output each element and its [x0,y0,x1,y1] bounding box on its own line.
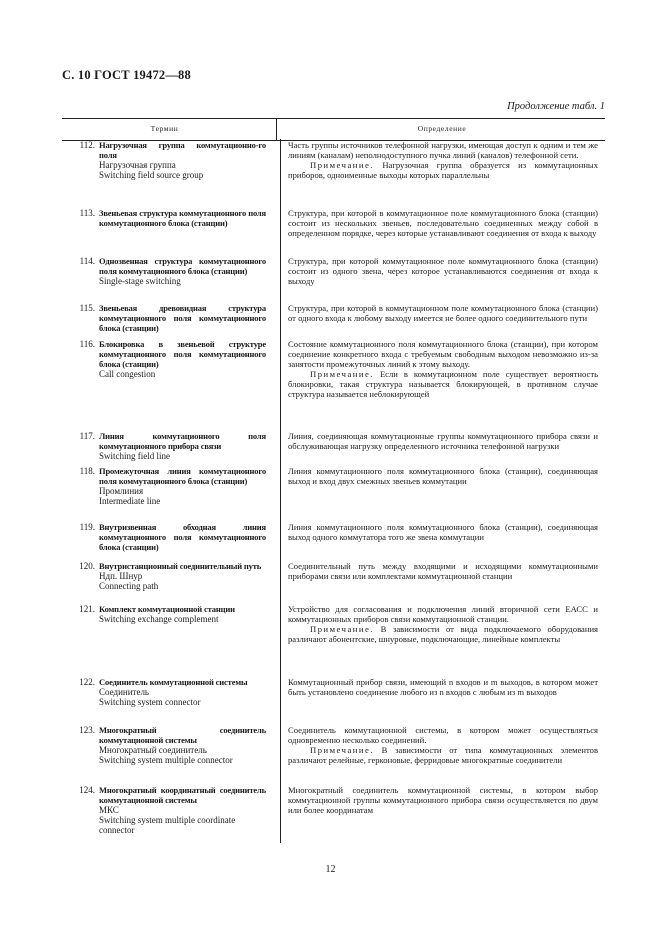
definition-text: Соединительный путь между входящими и исходящими коммутационными приборами связи или комплектами коммутационной станции [288,561,598,582]
definition-cell [288,466,598,486]
term-cell [70,725,266,765]
term-number: 117. [79,431,95,441]
definition-cell [288,604,598,644]
term-synonym: Single-stage switching [99,276,181,287]
column-header-term: Термин [150,124,179,133]
term-title: Соединитель коммутационной системы [99,677,248,687]
table-continuation-label: Продолжение табл. 1 [507,101,605,112]
term-synonym: Нагрузочная группа [99,160,176,171]
term-cell [70,604,266,624]
term-number: 115. [79,303,95,313]
note-label: Примечание. [310,369,374,380]
term-synonym: Call congestion [99,369,156,380]
term-number: 119. [79,522,95,532]
definition-text: Устройство для согласования и подключения линий вторичной сети ЕАСС и коммутационных приборов связи коммутационной станции. [288,604,598,625]
definition-text: Структура, при которой коммутационное поле коммутационного блока (станции) состоит из одного звена, через которое устанавливаются соединения от входа к выходу [288,256,598,287]
definition-note [288,160,598,180]
definition-note [288,745,598,765]
definition-text: Линия коммутационного поля коммутационного блока (станции), соединяющая выход одного коммутатора того же звена коммутации [288,522,598,543]
term-synonym: Intermediate line [99,496,161,507]
term-synonym: Connecting path [99,581,159,592]
note-label: Примечание. [310,160,374,171]
term-number: 124. [79,785,95,795]
term-title: Линия коммутационного поля коммутационного прибора связи [99,431,266,452]
note-label: Примечание. [310,745,374,756]
term-number: 122. [79,677,95,687]
page-header: С. 10 ГОСТ 19472—88 [62,68,191,82]
definition-cell [288,431,598,451]
term-title: Нагрузочная группа коммутационно-го поля [99,140,266,161]
definition-cell [288,785,598,815]
term-number: 114. [79,256,95,266]
definition-cell [288,522,598,542]
note-text: В зависимости от типа коммутационных элементов различают релейные, герконовые, ферридовые многократные соединители [288,745,599,766]
definition-text: Структура, при которой в коммутационное поле коммутационного блока (станции) состоит из нескольких звеньев, последовательно соединенных между собой в определенном порядке, через которые устанавливают соединения от входа к выходу [288,208,598,239]
definition-cell [288,339,598,400]
term-cell [70,677,266,707]
term-title: Внутристанционный соединительный путь [99,561,262,571]
term-number: 112. [79,140,95,150]
term-cell [70,339,266,379]
term-title: Звеньевая древовидная структура коммутационного поля коммутационного блока (станции) [99,303,266,334]
term-title: Многократный соединитель коммутационной системы [99,725,266,746]
term-cell [70,561,266,591]
definition-cell [288,561,598,581]
note-text: Нагрузочная группа образуется из коммутационных приборов, одноименные выходы которых параллельны [288,160,598,181]
term-title: Блокировка в звеньевой структуре коммутационного поля коммутационного блока (станции) [99,339,266,370]
term-synonym: Switching system connector [99,697,201,708]
definition-text: Коммутационный прибор связи, имеющий n входов и m выходов, в котором может быть установлено соединение любого из n входов с любым из m выходов [288,677,598,698]
term-cell [70,208,266,228]
term-cell [70,256,266,286]
term-cell [70,466,266,506]
term-number: 123. [79,725,95,735]
term-title: Промежуточная линия коммутационного поля коммутационного блока (станции) [99,466,266,487]
term-cell [70,303,266,333]
term-title: Внутризвенная обходная линия коммутационного поля коммутационного блока (станции) [99,522,266,553]
definition-cell [288,256,598,286]
definition-text: Линия коммутационного поля коммутационного блока (станции), соединяющая выход и вход двух смежных звеньев коммутации [288,466,598,487]
term-number: 121. [79,604,95,614]
term-cell [70,431,266,461]
term-synonym: Switching system multiple connector [99,755,233,766]
definition-note [288,369,598,399]
definition-text: Соединитель коммутационной системы, в котором может осуществляться одновременно несколько соединений. [288,725,598,746]
definition-cell [288,140,598,180]
term-synonym: МКС [99,805,119,816]
terms-table [62,118,605,141]
term-synonym: Switching field line [99,451,170,462]
term-synonym: Многократный соединитель [99,745,207,756]
term-number: 116. [79,339,95,349]
term-synonym: Ндп. Шнур [99,571,143,582]
definition-text: Многократный соединитель коммутационной системы, в котором выбор коммутационной группы коммутационного прибора связи осуществляется по двум или более координатам [288,785,598,816]
definition-text: Состояние коммутационного поля коммутационного блока (станции), при котором соединение конкретного входа с требуемым свободным выходом невозможно из-за занятости промежуточных линий к этому выходу. [288,339,598,370]
page-number: 12 [325,864,336,875]
term-number: 113. [79,208,95,218]
definition-text: Часть группы источников телефонной нагрузки, имеющая доступ к одним и тем же линиям (каналам) неполнодоступного пучка линий (каналов) телефонной сети. [288,140,598,161]
term-synonym: Switching field source group [99,170,204,181]
column-header-definition: Определение [417,124,467,133]
note-text: В зависимости от вида подключаемого оборудования различают абонентские, шнуровые, подключающие, линейные комплекты [288,624,598,645]
definition-text: Линия, соединяющая коммутационные группы коммутационного прибора связи и обслуживающая нагрузку определенного источника телефонной нагрузки [288,431,598,452]
definition-cell [288,303,598,323]
term-title: Звеньевая структура коммутационного поля коммутационного блока (станции) [99,208,266,229]
definition-cell [288,677,598,697]
term-synonym: Switching exchange complement [99,614,219,625]
definition-cell [288,725,598,765]
definition-cell [288,208,598,238]
term-cell [70,522,266,552]
definition-text: Структура, при которой в коммутационном поле коммутационного блока (станции) от одного входа к любому выходу имеется не более одного соединительного пути [288,303,598,324]
term-title: Комплект коммутационной станции [99,604,235,614]
term-number: 118. [79,466,95,476]
term-title: Многократный координатный соединитель коммутационной системы [99,785,266,806]
term-synonym: Промлиния [99,486,144,497]
term-synonym: Соединитель [99,687,150,698]
term-number: 120. [79,561,95,571]
term-cell [70,785,266,835]
column-divider [280,139,281,843]
term-title: Однозвенная структура коммутационного поля коммутационного блока (станции) [99,256,266,277]
definition-note [288,624,598,644]
note-label: Примечание. [310,624,374,635]
note-text: Если в коммутационном поле существует вероятность блокировки, такая структура называется блокирующей, в противном случае структура называется неблокирующей [288,369,598,400]
term-cell [70,140,266,180]
term-synonym: Switching system multiple coordinate connector [99,815,236,836]
table-header [62,118,605,141]
